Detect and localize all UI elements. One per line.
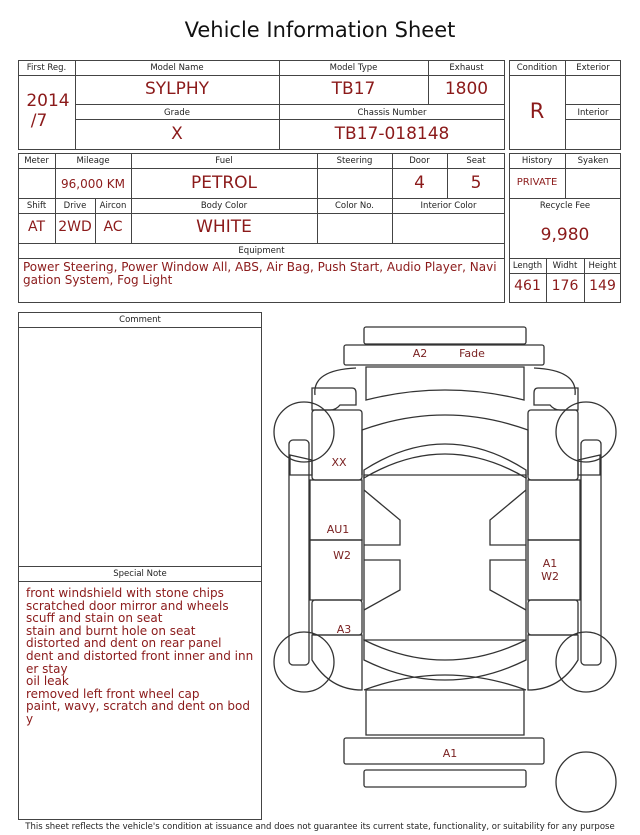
aircon-label: Aircon [99, 201, 127, 211]
body-color-value: WHITE [196, 217, 252, 237]
left-rear-wheel-icon [274, 632, 334, 692]
fuel-value: PETROL [190, 173, 258, 193]
height-value: 149 [589, 278, 616, 294]
aircon-value: AC [103, 219, 123, 235]
damage-mark-right-door-w2: W2 [541, 570, 559, 583]
history-label: History [521, 156, 553, 166]
special-note-item: oil leak [26, 674, 69, 689]
special-note-item: distorted and dent on rear panel [26, 636, 222, 651]
equipment-label: Equipment [238, 246, 285, 256]
damage-mark-left-front-xx: XX [331, 456, 347, 469]
damage-mark-left-door-au1: AU1 [326, 523, 350, 536]
interior-color-label: Interior Color [420, 201, 477, 211]
special-note-item: paint, wavy, scratch and dent on body [26, 699, 250, 726]
door-value: 4 [414, 173, 425, 193]
door-label: Door [409, 156, 430, 166]
mileage-label: Mileage [76, 156, 110, 166]
color-no-label: Color No. [334, 201, 374, 211]
comment-label: Comment [119, 315, 161, 325]
model-type-value: TB17 [331, 79, 376, 99]
recycle-fee-label: Recycle Fee [539, 201, 591, 211]
equipment-list: Power Steering, Power Window All, ABS, Air Bag, Push Start, Audio Player, Navigation System, Fog Light [23, 260, 497, 287]
shift-label: Shift [26, 201, 47, 211]
left-front-wheel-icon [274, 402, 334, 462]
special-note-item: dent and distorted front inner and inner stay [26, 648, 254, 676]
meter-label: Meter [24, 156, 49, 166]
mileage-value: 96,000 KM [60, 177, 126, 191]
right-front-wheel-icon [556, 402, 616, 462]
grade-value: X [171, 124, 183, 144]
width-value: 176 [551, 278, 579, 294]
shift-value: AT [27, 219, 46, 235]
damage-mark-right-door-a1: A1 [542, 557, 558, 570]
condition-value: R [529, 99, 545, 123]
damage-mark-front-a2: A2 [412, 347, 428, 360]
chassis-number-label: Chassis Number [357, 108, 427, 118]
seat-value: 5 [470, 173, 482, 193]
grade-label: Grade [164, 108, 190, 118]
exhaust-value: 1800 [444, 79, 489, 99]
first-reg-month: /7 [30, 111, 48, 131]
damage-mark-left-door-w2: W2 [333, 549, 351, 562]
syaken-label: Syaken [577, 156, 609, 166]
damage-mark-rear-a1: A1 [442, 747, 458, 760]
first-reg-year: 2014 [26, 91, 70, 111]
length-label: Length [512, 261, 543, 271]
steering-label: Steering [336, 156, 373, 166]
spare-wheel-icon [556, 752, 616, 812]
height-label: Height [588, 261, 617, 271]
page-title: Vehicle Information Sheet [184, 18, 456, 42]
body-color-label: Body Color [200, 201, 248, 211]
first-reg-label: First Reg. [26, 63, 67, 73]
damage-mark-left-rear-a3: A3 [336, 623, 352, 636]
history-value: PRIVATE [516, 177, 558, 188]
right-rear-wheel-icon [556, 632, 616, 692]
interior-label: Interior [577, 108, 609, 118]
special-note-item: scratched door mirror and wheels [26, 598, 229, 613]
seat-label: Seat [466, 156, 486, 166]
disclaimer-footer: This sheet reflects the vehicle's condition at issuance and does not guarantee its current state, functionality, or suitability for any purpose [25, 822, 615, 832]
model-name-value: SYLPHY [144, 79, 210, 99]
special-note-item: front windshield with stone chips [26, 586, 224, 600]
exterior-label: Exterior [576, 63, 610, 73]
exhaust-label: Exhaust [449, 63, 484, 73]
fuel-label: Fuel [215, 156, 233, 166]
model-type-label: Model Type [329, 63, 378, 73]
drive-label: Drive [63, 201, 87, 211]
damage-mark-front-fade: Fade [459, 347, 485, 360]
width-label: Widht [552, 261, 578, 271]
special-note-item: stain and burnt hole on seat [26, 623, 196, 638]
length-value: 461 [514, 278, 541, 294]
condition-label: Condition [516, 63, 558, 73]
special-note-label: Special Note [113, 569, 167, 579]
model-name-label: Model Name [150, 63, 204, 73]
drive-value: 2WD [58, 219, 92, 235]
special-note-item: removed left front wheel cap [26, 686, 200, 701]
special-note-item: scuff and stain on seat [26, 611, 163, 626]
chassis-number-value: TB17-018148 [334, 124, 450, 144]
recycle-fee-value: 9,980 [540, 225, 590, 245]
